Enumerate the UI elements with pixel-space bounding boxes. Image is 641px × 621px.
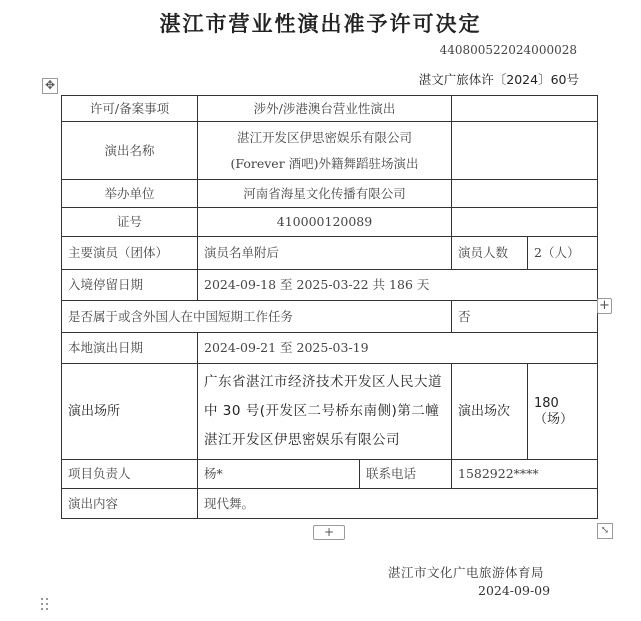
- stay-value[interactable]: 2024-09-18 至 2025-03-22 共 186 天: [198, 270, 598, 301]
- empty-cell[interactable]: [452, 208, 598, 237]
- shortterm-label: 是否属于或含外国人在中国短期工作任务: [62, 301, 452, 333]
- table-row: [62, 208, 598, 237]
- file-number: 湛文广旅体许〔2024〕60号: [418, 72, 579, 87]
- issuing-authority: 湛江市文化广电旅游体育局: [388, 565, 545, 580]
- performer-count-label: 演员人数: [452, 237, 528, 270]
- add-column-plus-icon[interactable]: +: [597, 298, 612, 314]
- table-move-handle-icon[interactable]: ✥: [42, 78, 58, 94]
- shows-label: 演出场次: [452, 364, 528, 460]
- empty-cell[interactable]: [452, 122, 598, 180]
- manager-value[interactable]: 杨*: [198, 460, 360, 489]
- drag-grip-icon[interactable]: [41, 598, 51, 612]
- shows-value[interactable]: 180（场）: [528, 364, 598, 460]
- phone-value[interactable]: 1582922****: [452, 460, 598, 489]
- organizer-label: 举办单位: [62, 180, 198, 208]
- organizer-value[interactable]: 河南省海星文化传播有限公司: [198, 180, 452, 208]
- table-row: [62, 489, 598, 519]
- table-row: [62, 180, 598, 208]
- show-name-label: 演出名称: [62, 122, 198, 180]
- table-resize-icon[interactable]: ⤡: [597, 523, 613, 539]
- table-row: [62, 333, 598, 364]
- cert-value[interactable]: 410000120089: [198, 208, 452, 237]
- shortterm-value[interactable]: 否: [452, 301, 598, 333]
- cert-label: 证号: [62, 208, 198, 237]
- document-title: 湛江市营业性演出准予许可决定: [159, 12, 482, 36]
- table-row: [62, 237, 598, 270]
- table-row: [62, 460, 598, 489]
- local-date-value[interactable]: 2024-09-21 至 2025-03-19: [198, 333, 598, 364]
- add-row-plus-icon[interactable]: +: [313, 525, 345, 540]
- stay-label: 入境停留日期: [62, 270, 198, 301]
- permit-table: [61, 95, 598, 519]
- table-row: [62, 301, 598, 333]
- manager-label: 项目负责人: [62, 460, 198, 489]
- show-name-value[interactable]: [198, 122, 452, 180]
- permit-value[interactable]: 涉外/涉港澳台营业性演出: [198, 96, 452, 122]
- table-row: [62, 364, 598, 460]
- empty-cell[interactable]: [452, 180, 598, 208]
- content-label: 演出内容: [62, 489, 198, 519]
- local-date-label: 本地演出日期: [62, 333, 198, 364]
- show-name-line2: (Forever 酒吧)外籍舞蹈驻场演出: [230, 155, 419, 171]
- table-row: [62, 96, 598, 122]
- empty-cell[interactable]: [452, 96, 598, 122]
- permit-label: 许可/备案事项: [62, 96, 198, 122]
- table-row: [62, 270, 598, 301]
- performer-count-value[interactable]: 2（人）: [528, 237, 598, 270]
- content-value[interactable]: 现代舞。: [198, 489, 598, 519]
- phone-label: 联系电话: [360, 460, 452, 489]
- performers-label: 主要演员（团体）: [62, 237, 198, 270]
- performers-value[interactable]: 演员名单附后: [198, 237, 452, 270]
- show-name-line1: 湛江开发区伊思密娱乐有限公司: [236, 129, 412, 145]
- venue-value[interactable]: 广东省湛江市经济技术开发区人民大道中 30 号(开发区二号桥东南侧)第二幢湛江开发区伊思密娱乐有限公司: [198, 364, 452, 460]
- venue-label: 演出场所: [62, 364, 198, 460]
- issue-date: 2024-09-09: [478, 583, 551, 598]
- document-number: 440800522024000028: [439, 43, 577, 57]
- table-row: [62, 122, 598, 180]
